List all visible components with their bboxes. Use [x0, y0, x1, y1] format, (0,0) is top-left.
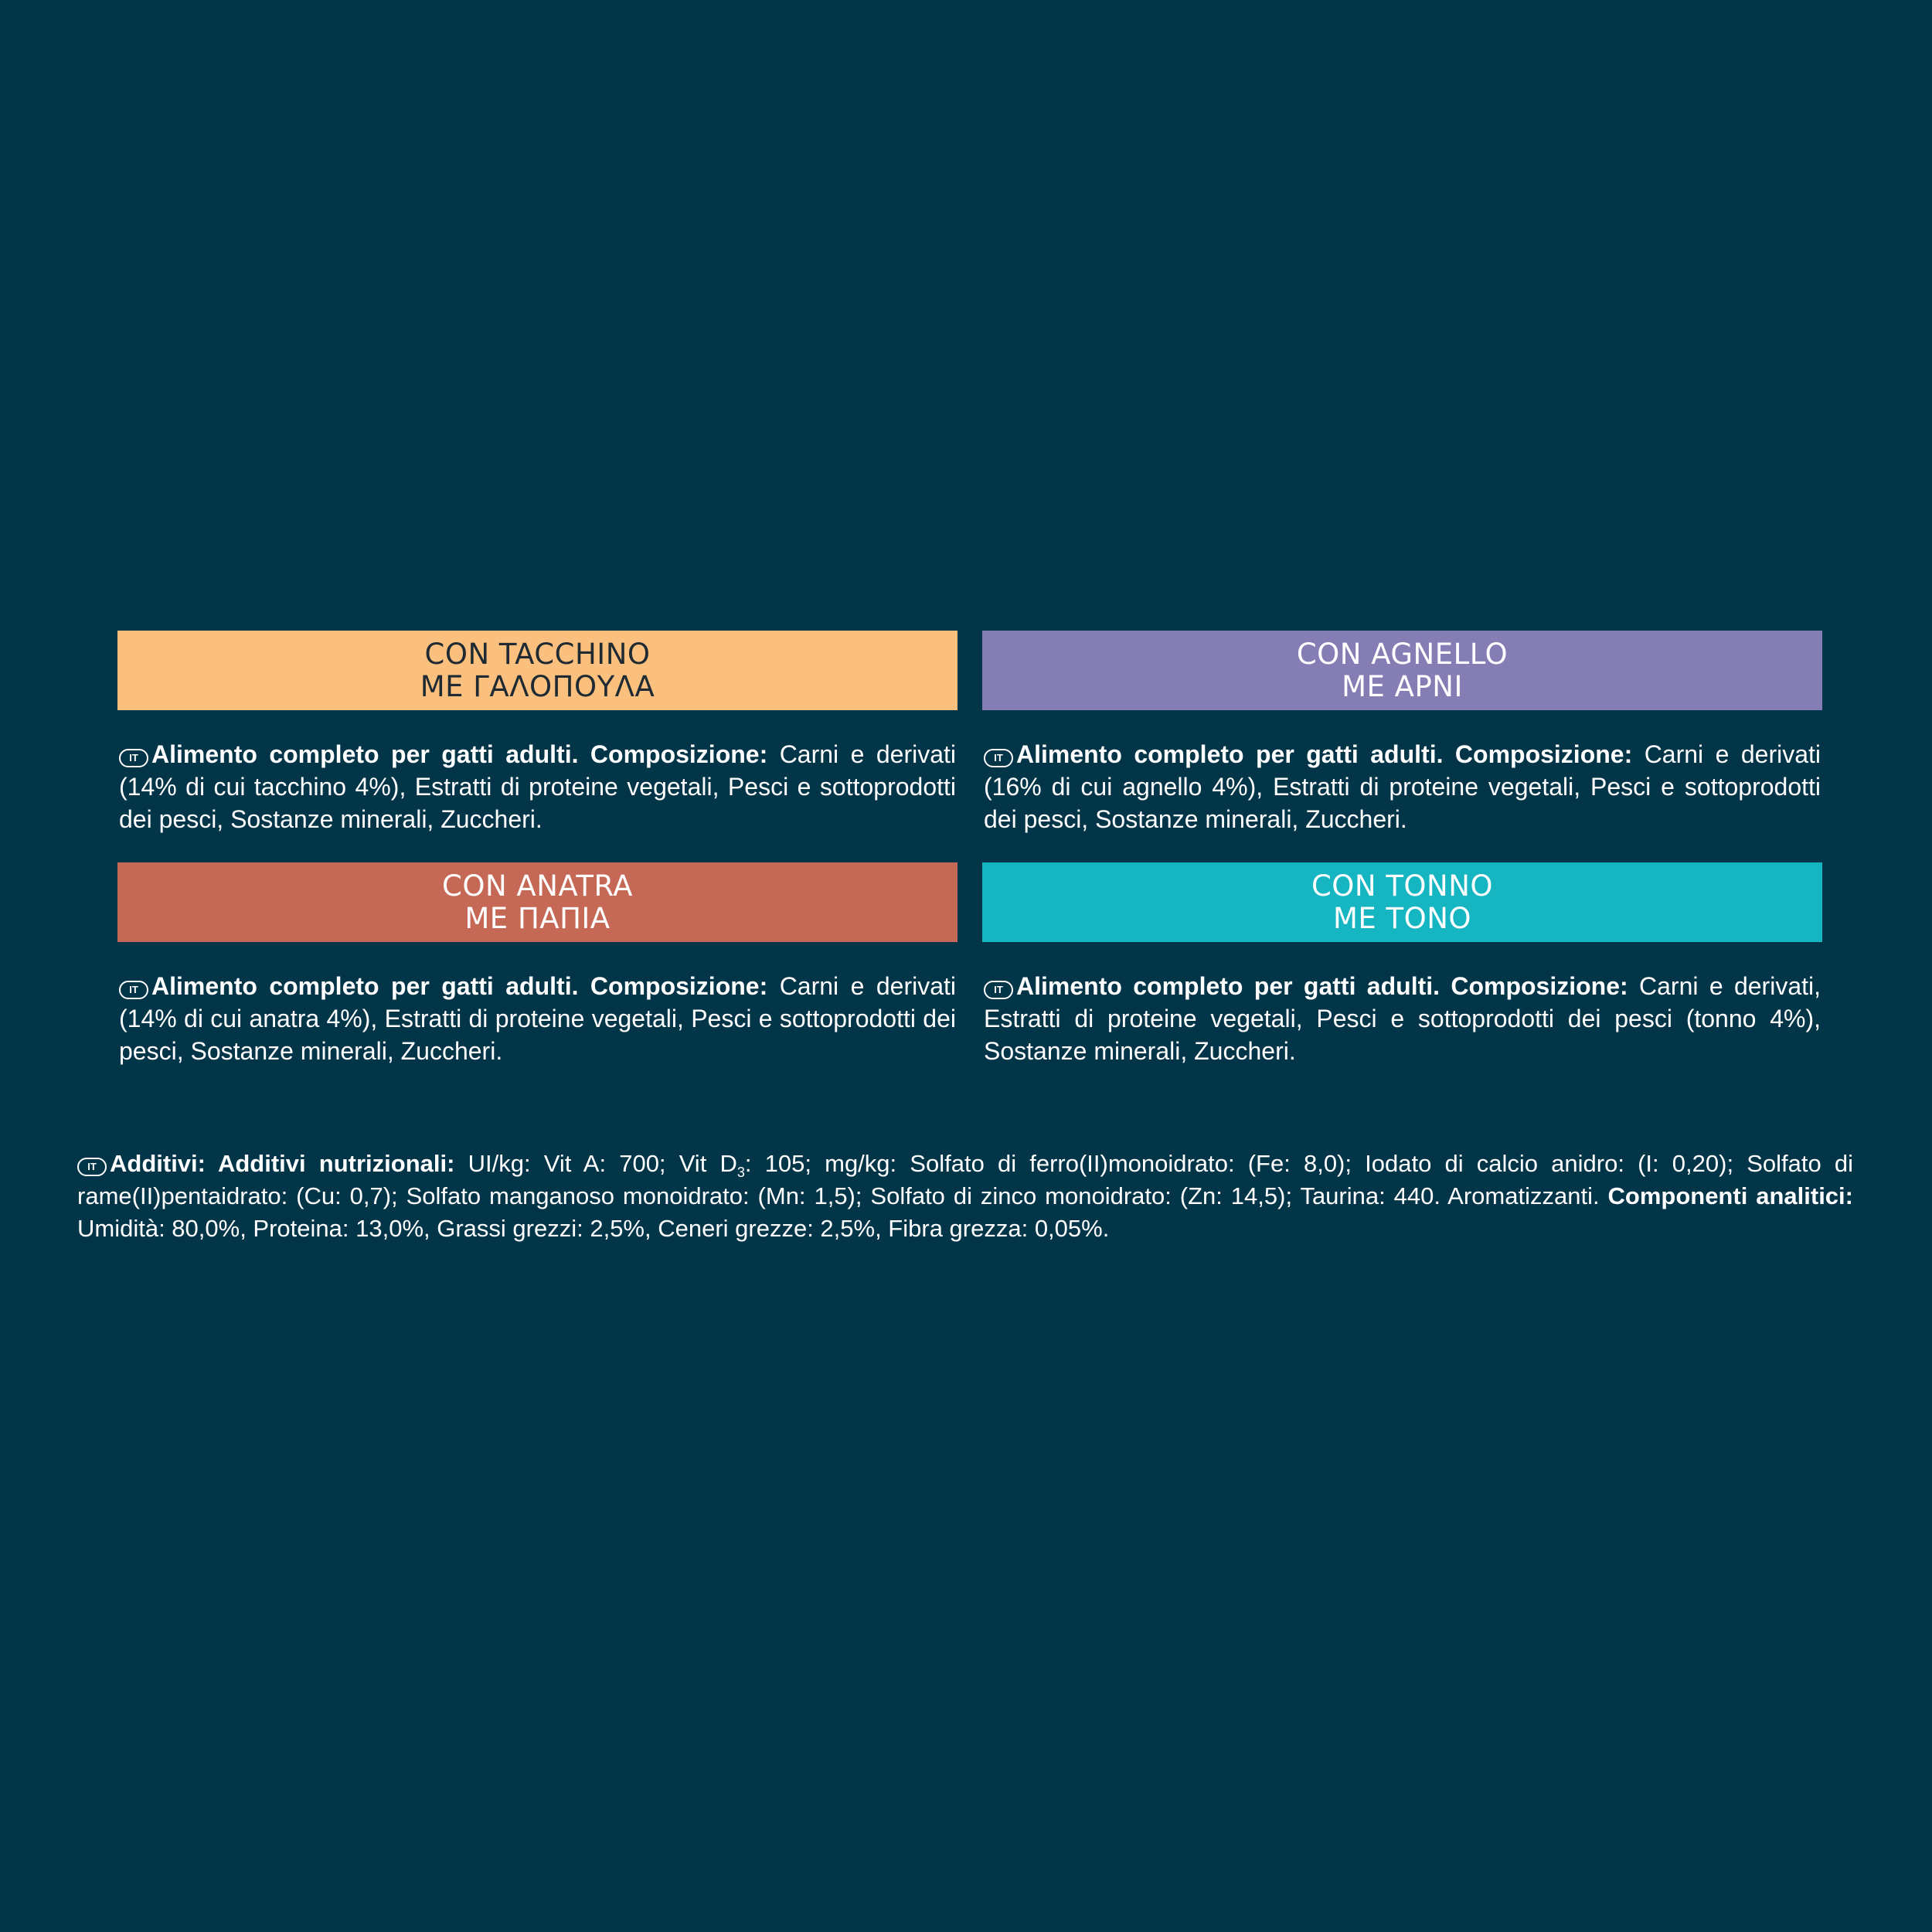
panel-turkey	[117, 631, 957, 835]
language-badge-icon: IT	[984, 981, 1013, 999]
footer-bold-additives: Additivi: Additivi nutrizionali:	[110, 1150, 455, 1177]
footer-text: : 105; mg/kg: Solfato di ferro(II)monoidrato: (Fe: 8,0); Iodato di calcio anidro: (I: 0,20); Solfato di rame(II)pentaidrato: (Cu: 0,7); Solfato manganoso monoidrato: (Mn: 1,5); Solfato di zinco monoidrato: (Zn: 14,5); Taurina: 440. Aromatizzanti.	[77, 1150, 1854, 1209]
banner-title-line2: ΜΕ ΤΟΝΟ	[1332, 901, 1472, 935]
description-bold: Alimento completo per gatti adulti. Composizione:	[151, 740, 768, 768]
footer-text: Umidità: 80,0%, Proteina: 13,0%, Grassi grezzi: 2,5%, Ceneri grezze: 2,5%, Fibra grezza: 0,05%.	[77, 1215, 1110, 1242]
description-bold: Alimento completo per gatti adulti. Composizione:	[1016, 972, 1628, 1000]
language-badge-icon: IT	[984, 749, 1013, 767]
language-badge-icon: IT	[119, 749, 148, 767]
language-badge-icon: IT	[119, 981, 148, 999]
description-lamb	[982, 738, 1822, 835]
footer-bold-analytical: Componenti analitici:	[1607, 1182, 1853, 1209]
banner-title-line1: CON AGNELLO	[1296, 637, 1509, 671]
panel-lamb	[982, 631, 1822, 835]
banner-title-line2: ΜΕ ΓΑΛΟΠΟΥΛΑ	[420, 669, 655, 703]
banner-lamb	[982, 631, 1822, 710]
banner-tuna	[982, 862, 1822, 942]
additives-footer	[77, 1148, 1853, 1245]
footer-subscript: 3	[736, 1165, 745, 1181]
description-duck	[117, 970, 957, 1067]
banner-title-line1: CON TACCHINO	[424, 637, 651, 671]
banner-duck	[117, 862, 957, 942]
panel-tuna	[982, 862, 1822, 1067]
banner-title-line1: CON TONNO	[1311, 869, 1494, 903]
banner-turkey	[117, 631, 957, 710]
banner-title-line2: ΜΕ ΑΡΝΙ	[1342, 669, 1463, 703]
description-text: Carni e derivati (14% di cui tacchino 4%), Estratti di proteine vegetali, Pesci e sottoprodotti dei pesci, Sostanze minerali, Zuccheri.	[119, 740, 957, 833]
description-text: Carni e derivati (14% di cui anatra 4%), Estratti di proteine vegetali, Pesci e sottoprodotti dei pesci, Sostanze minerali, Zuccheri.	[119, 972, 957, 1065]
description-tuna	[982, 970, 1822, 1067]
description-text: Carni e derivati, Estratti di proteine vegetali, Pesci e sottoprodotti dei pesci (tonno 4%), Sostanze minerali, Zuccheri.	[984, 972, 1821, 1065]
description-bold: Alimento completo per gatti adulti. Composizione:	[151, 972, 768, 1000]
panel-duck	[117, 862, 957, 1067]
banner-title-line2: ΜΕ ΠΑΠΙΑ	[464, 901, 611, 935]
banner-title-line1: CON ANATRA	[442, 869, 633, 903]
description-bold: Alimento completo per gatti adulti. Composizione:	[1016, 740, 1633, 768]
description-text: Carni e derivati (16% di cui agnello 4%), Estratti di proteine vegetali, Pesci e sottoprodotti dei pesci, Sostanze minerali, Zuccheri.	[984, 740, 1821, 833]
footer-text: UI/kg: Vit A: 700; Vit D	[454, 1150, 737, 1177]
description-turkey	[117, 738, 957, 835]
language-badge-icon: IT	[77, 1158, 107, 1176]
